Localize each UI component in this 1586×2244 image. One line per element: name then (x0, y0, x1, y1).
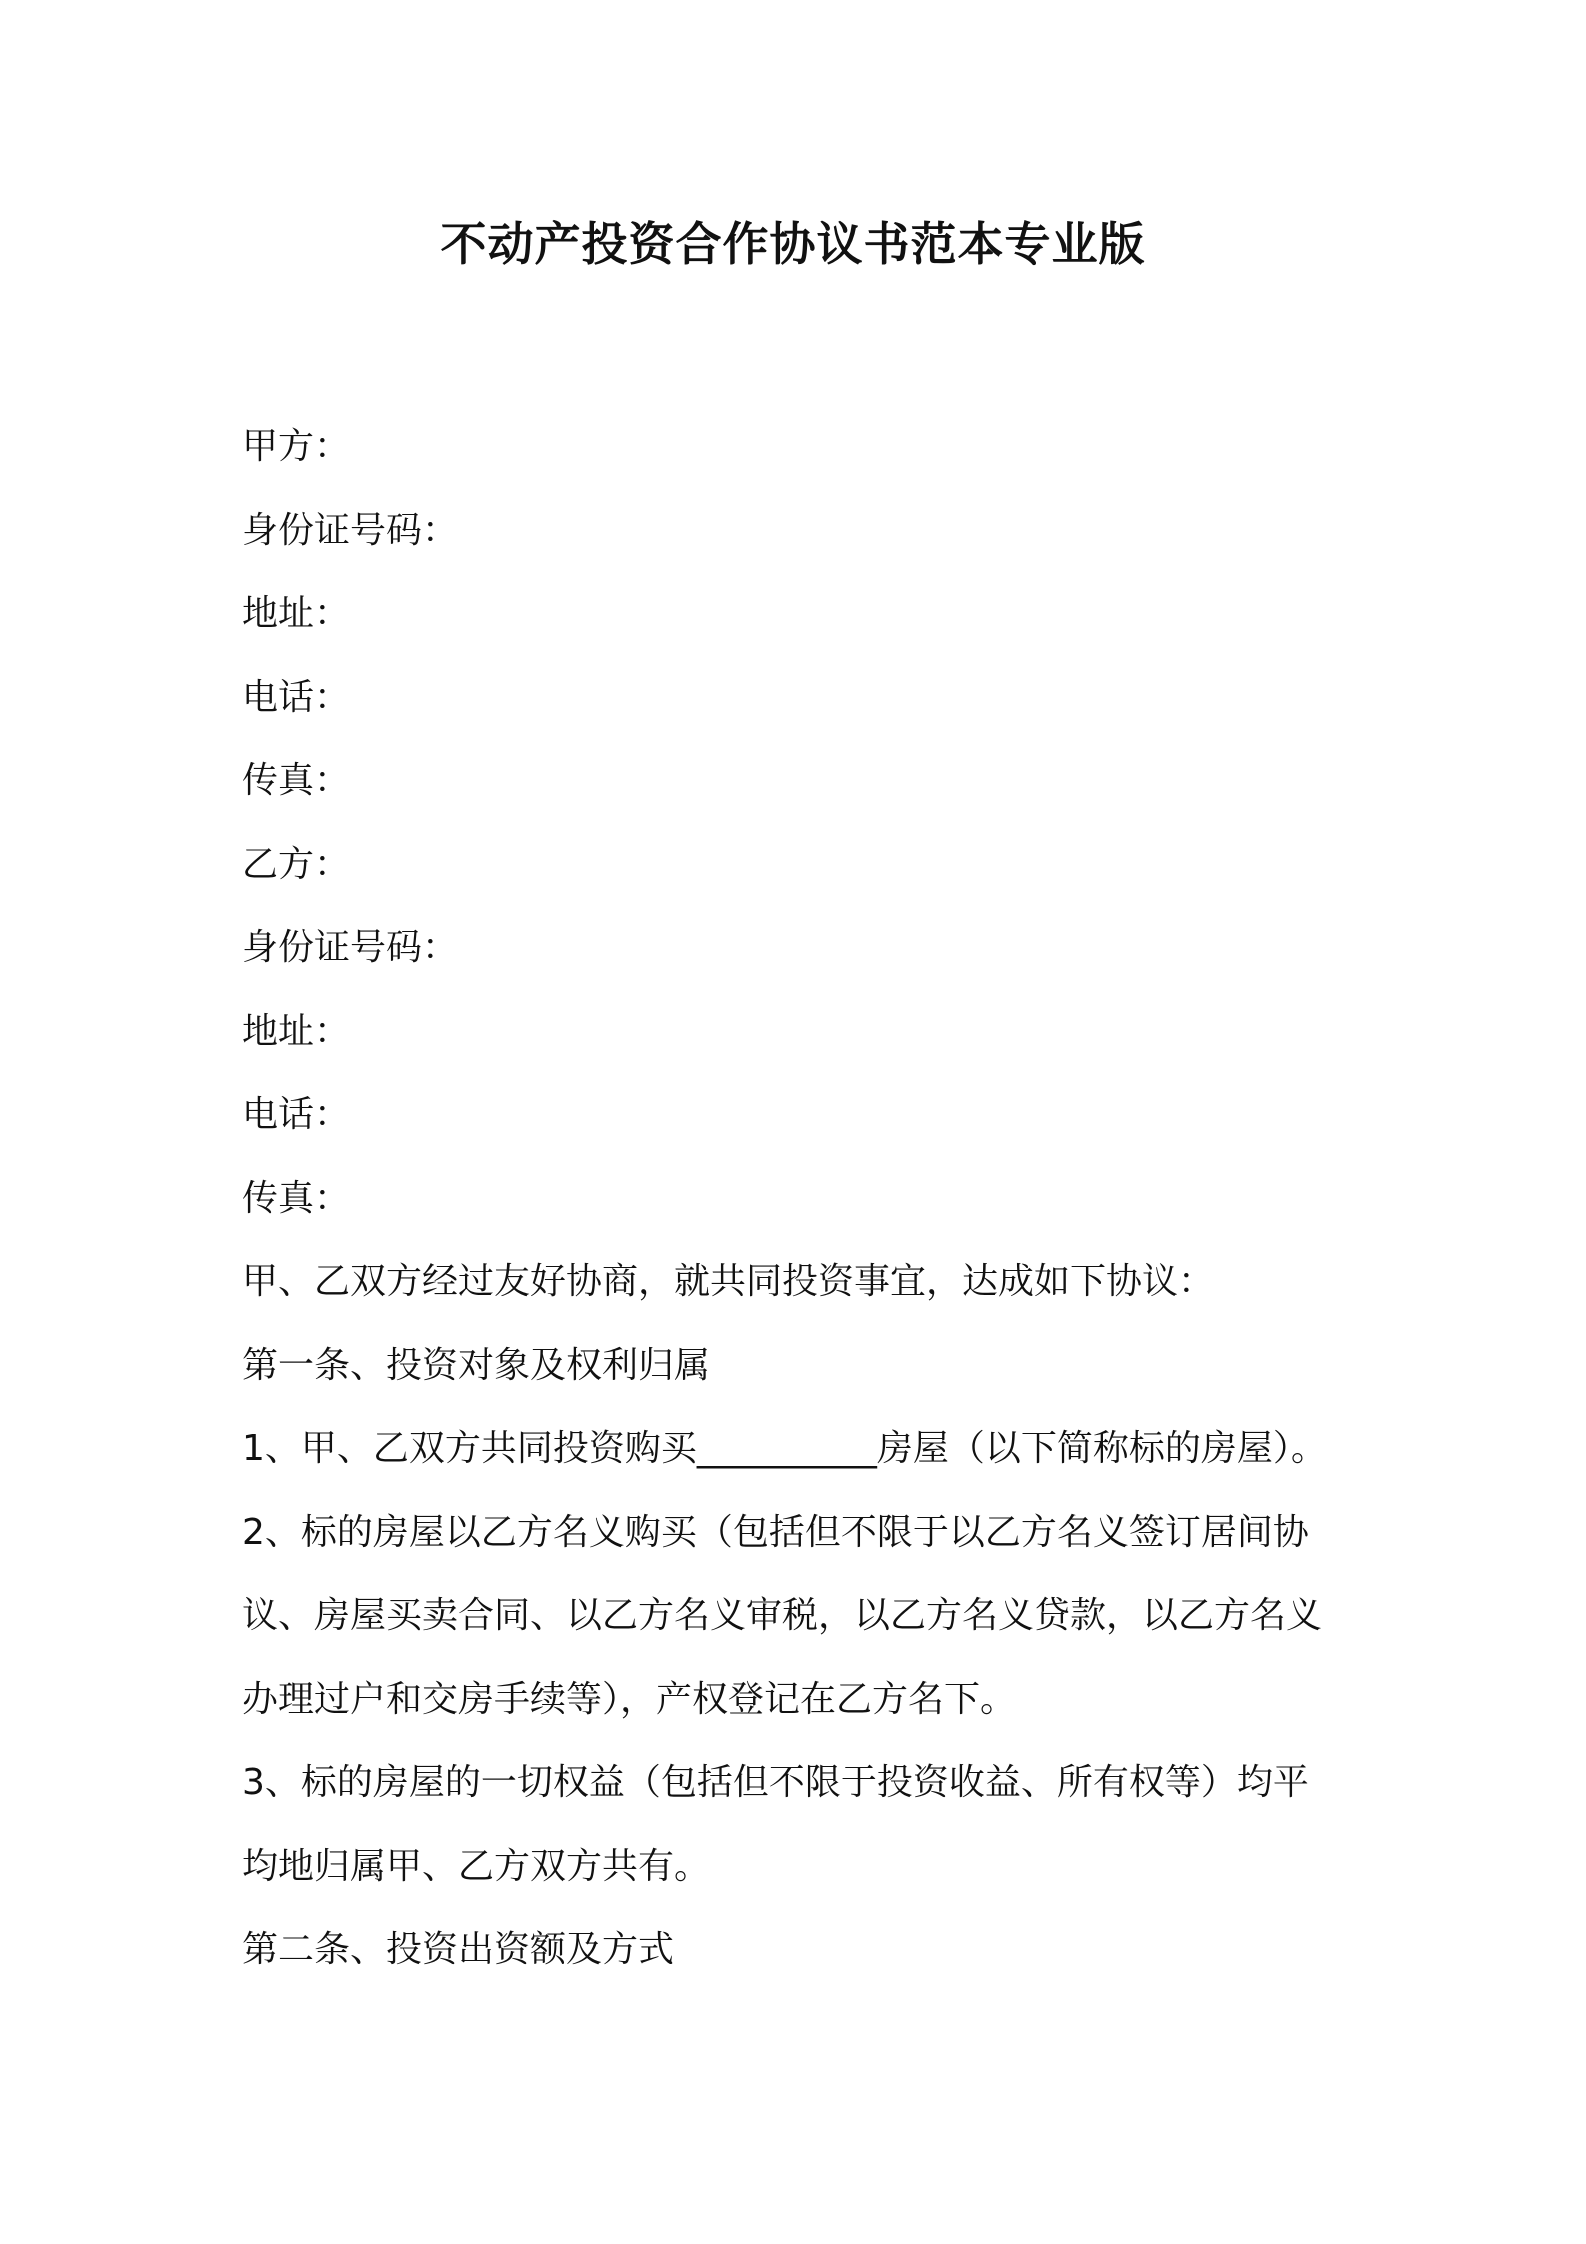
article-1-clause-2-line-2: 议、房屋买卖合同、以乙方名义审税，以乙方名义贷款，以乙方名义 (242, 1595, 1323, 1636)
party-a-phone: 电话： (242, 676, 351, 718)
article-1-clause-2-line-3: 办理过户和交房手续等），产权登记在乙方名下。 (242, 1678, 1017, 1720)
party-b-address: 地址： (242, 1010, 351, 1052)
party-b-label: 乙方： (242, 843, 351, 885)
document-title: 不动产投资合作协议书范本专业版 (440, 217, 1146, 271)
party-b-id-number: 身份证号码： (242, 927, 459, 968)
article-2-heading: 第二条、投资出资额及方式 (242, 1929, 675, 1970)
article-1-clause-1: 1、甲、乙双方共同投资购买__________房屋（以下简称标的房屋）。 (242, 1428, 1327, 1469)
party-b-fax: 传真： (242, 1177, 351, 1219)
article-1-heading: 第一条、投资对象及权利归属 (242, 1344, 711, 1386)
party-a-fax: 传真： (242, 760, 351, 801)
document-body (242, 405, 1362, 1992)
party-a-label: 甲方： (242, 426, 351, 467)
article-1-clause-3-line-1: 3、标的房屋的一切权益（包括但不限于投资收益、所有权等）均平 (242, 1762, 1309, 1803)
party-a-id-number: 身份证号码： (242, 509, 459, 551)
party-a-address: 地址： (242, 593, 351, 634)
party-b-phone: 电话： (242, 1094, 351, 1135)
agreement-preamble: 甲、乙双方经过友好协商，就共同投资事宜，达成如下协议： (242, 1261, 1215, 1302)
article-1-clause-2-line-1: 2、标的房屋以乙方名义购买（包括但不限于以乙方名义签订居间协 (242, 1511, 1309, 1553)
article-1-clause-3-line-2: 均地归属甲、乙方双方共有。 (242, 1845, 711, 1887)
